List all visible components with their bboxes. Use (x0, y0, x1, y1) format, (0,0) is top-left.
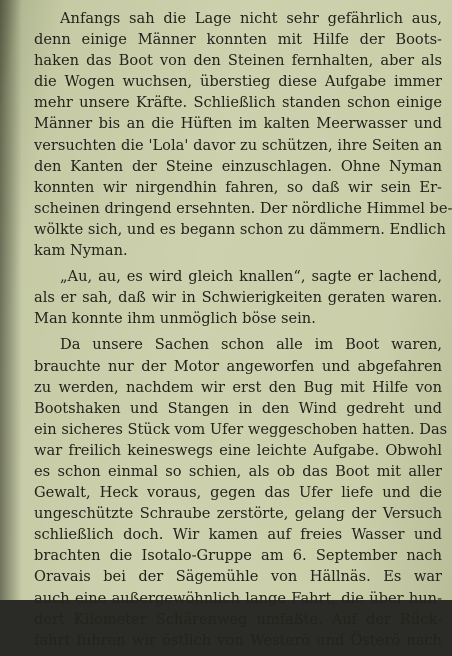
text-line: mehr unsere Kräfte. Schließlich standen schon einige (34, 94, 442, 112)
text-line: fahrt fuhren wir östlich von Westerö und Österö nach (34, 631, 442, 649)
text-line: dert Kilometer Schärenweg umfaßte. Auf der Rück- (34, 610, 442, 628)
text-line: scheinen dringend ersehnten. Der nördliche Himmel be- (34, 199, 452, 217)
text-line: wölkte sich, und es begann schon zu dämmern. Endlich (34, 220, 446, 238)
text-line: ungeschützte Schraube zerstörte, gelang der Versuch (34, 505, 442, 523)
body-text (34, 8, 452, 656)
book-gutter-shadow (0, 0, 22, 600)
paragraph-1 (34, 8, 452, 261)
text-line: Gewalt, Heck voraus, gegen das Ufer liefe und die (34, 484, 442, 502)
text-line: war freilich keineswegs eine leichte Aufgabe. Obwohl (34, 441, 442, 459)
text-line: kam Nyman. (34, 242, 128, 260)
text-line: brachten die Isotalo-Gruppe am 6. September nach (34, 547, 442, 565)
text-line: „Au, au, es wird gleich knallen“, sagte er lachend, (60, 268, 442, 286)
text-line: auch eine außergewöhnlich lange Fahrt, die über hun- (34, 589, 442, 607)
text-line: Man konnte ihm unmöglich böse sein. (34, 310, 316, 328)
text-line: denn einige Männer konnten mit Hilfe der Boots- (34, 31, 442, 49)
text-line: als er sah, daß wir in Schwierigkeiten geraten waren. (34, 289, 442, 307)
text-line: Männer bis an die Hüften im kalten Meerwasser und (34, 115, 442, 133)
paragraph-2 (34, 266, 442, 329)
text-line: die Wogen wuchsen, überstieg diese Aufgabe immer (34, 73, 442, 91)
text-line: schließlich doch. Wir kamen auf freies Wasser und (34, 526, 442, 544)
paragraph-3 (34, 334, 448, 650)
text-line: haken das Boot von den Steinen fernhalten, aber als (34, 52, 442, 70)
text-line: ein sicheres Stück vom Ufer weggeschoben hatten. Das (34, 420, 448, 438)
text-line: Bootshaken und Stangen in den Wind gedreht und (34, 399, 442, 417)
text-line: den Kanten der Steine einzuschlagen. Ohne Nyman (34, 157, 442, 175)
text-line: es schon einmal so schien, als ob das Boot mit aller (34, 462, 442, 480)
text-line: Anfangs sah die Lage nicht sehr gefährlich aus, (60, 10, 442, 27)
text-line: Oravais bei der Sägemühle von Hällnäs. Es war (34, 568, 442, 586)
text-line: konnten wir nirgendhin fahren, so daß wir sein Er- (34, 178, 442, 196)
text-line: brauchte nur der Motor angeworfen und abgefahren (34, 357, 442, 375)
text-line: zu werden, nachdem wir erst den Bug mit Hilfe von (34, 378, 442, 396)
text-line: Da unsere Sachen schon alle im Boot waren, (60, 336, 442, 354)
text-line: versuchten die 'Lola' davor zu schützen, ihre Seiten an (34, 136, 442, 154)
